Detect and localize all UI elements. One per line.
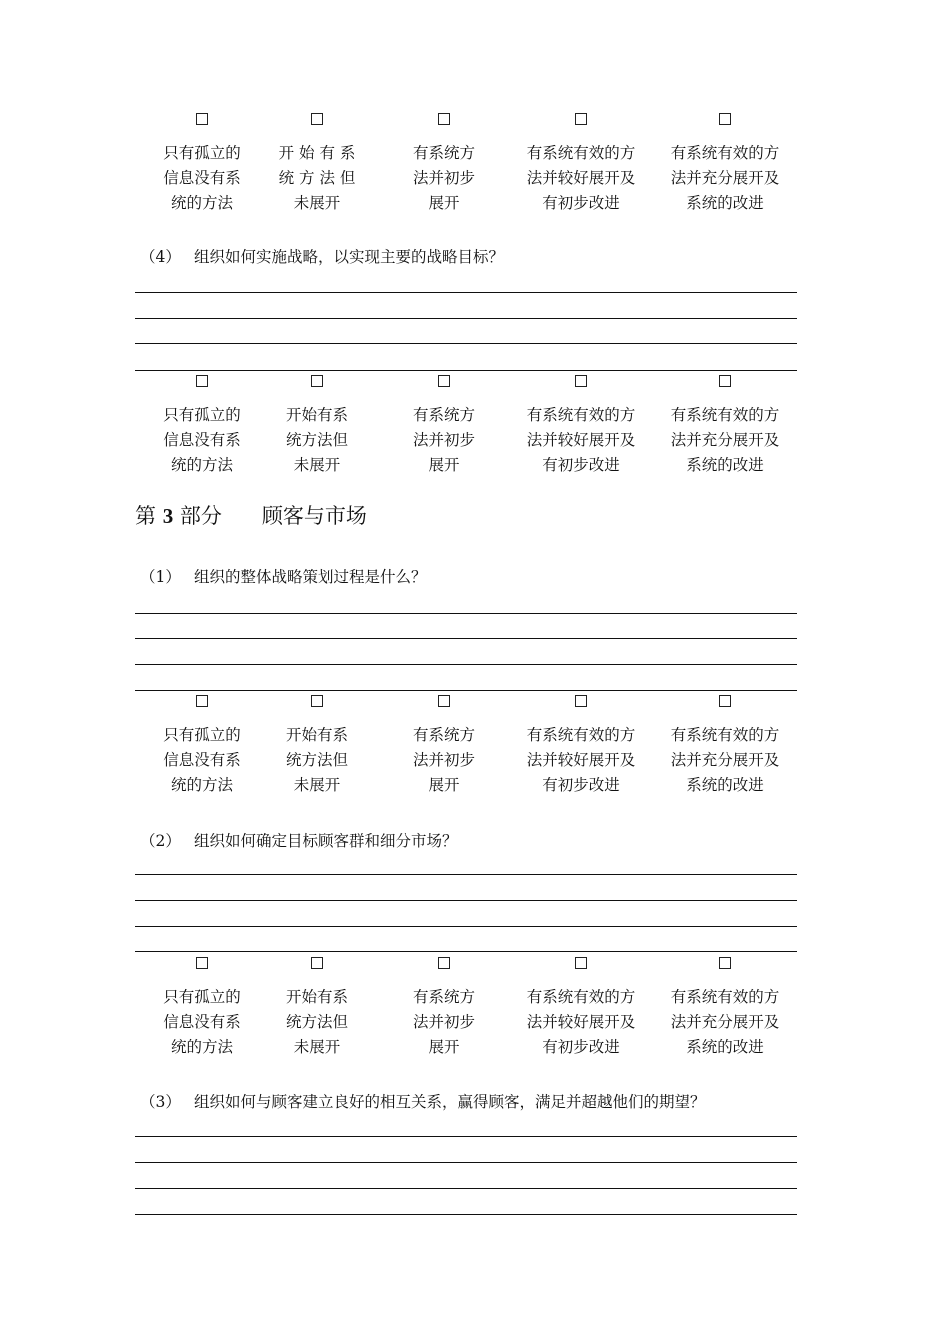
checkbox[interactable] <box>196 695 208 707</box>
checkbox[interactable] <box>438 957 450 969</box>
section-number: 3 <box>162 504 174 528</box>
question-4 <box>140 245 504 267</box>
rating-scale-4 <box>0 957 950 1057</box>
rating-scale-2 <box>0 375 950 475</box>
answer-line[interactable] <box>135 343 797 344</box>
rating-option[interactable] <box>512 375 650 478</box>
option-label: 有系统有效的方 法并充分展开及 系统的改进 <box>670 406 780 474</box>
rating-option[interactable] <box>656 113 794 216</box>
option-label: 有系统有效的方 法并充分展开及 系统的改进 <box>670 144 780 212</box>
rating-option[interactable] <box>268 113 366 216</box>
option-label: 只有孤立的 信息没有系 统的方法 <box>163 988 241 1056</box>
checkbox[interactable] <box>575 375 587 387</box>
checkbox[interactable] <box>311 957 323 969</box>
checkbox[interactable] <box>438 375 450 387</box>
answer-line[interactable] <box>135 926 797 927</box>
question-number: （4） <box>140 248 181 266</box>
option-label: 有系统有效的方 法并较好展开及 有初步改进 <box>526 988 636 1056</box>
rating-option[interactable] <box>395 695 493 798</box>
section-title: 顾客与市场 <box>261 504 367 528</box>
checkbox[interactable] <box>438 695 450 707</box>
section-prefix: 第 <box>135 504 156 528</box>
option-label: 有系统方 法并初步 展开 <box>412 144 475 212</box>
answer-line[interactable] <box>135 638 797 639</box>
rating-option[interactable] <box>512 113 650 216</box>
checkbox[interactable] <box>575 957 587 969</box>
option-label: 有系统有效的方 法并充分展开及 系统的改进 <box>670 988 780 1056</box>
rating-option[interactable] <box>268 695 366 798</box>
answer-line[interactable] <box>135 1188 797 1189</box>
question-1 <box>140 565 427 587</box>
answer-line[interactable] <box>135 900 797 901</box>
checkbox[interactable] <box>719 375 731 387</box>
checkbox[interactable] <box>311 695 323 707</box>
section-part: 部分 <box>179 504 222 528</box>
answer-line[interactable] <box>135 1136 797 1137</box>
question-3 <box>140 1090 706 1112</box>
question-number: （3） <box>140 1093 181 1111</box>
checkbox[interactable] <box>196 113 208 125</box>
rating-option[interactable] <box>143 957 261 1060</box>
answer-line[interactable] <box>135 690 797 691</box>
answer-line[interactable] <box>135 1162 797 1163</box>
checkbox[interactable] <box>438 113 450 125</box>
rating-option[interactable] <box>143 113 261 216</box>
checkbox[interactable] <box>311 375 323 387</box>
question-number: （2） <box>140 832 181 850</box>
option-label: 有系统有效的方 法并充分展开及 系统的改进 <box>670 726 780 794</box>
question-text: 组织如何实施战略，以实现主要的战略目标？ <box>194 248 505 266</box>
option-label: 有系统有效的方 法并较好展开及 有初步改进 <box>526 406 636 474</box>
question-2 <box>140 829 458 851</box>
answer-line[interactable] <box>135 874 797 875</box>
rating-scale-1 <box>0 113 950 213</box>
option-label: 开始有系 统方法但 未展开 <box>285 726 348 794</box>
checkbox[interactable] <box>575 695 587 707</box>
rating-option[interactable] <box>656 957 794 1060</box>
rating-option[interactable] <box>656 375 794 478</box>
rating-option[interactable] <box>512 957 650 1060</box>
rating-option[interactable] <box>395 957 493 1060</box>
rating-option[interactable] <box>395 113 493 216</box>
checkbox[interactable] <box>196 957 208 969</box>
checkbox[interactable] <box>575 113 587 125</box>
question-text: 组织的整体战略策划过程是什么？ <box>194 568 427 586</box>
option-label: 只有孤立的 信息没有系 统的方法 <box>163 726 241 794</box>
option-label: 有系统方 法并初步 展开 <box>412 988 475 1056</box>
option-label: 开始有系 统方法但 未展开 <box>285 406 348 474</box>
checkbox[interactable] <box>311 113 323 125</box>
rating-option[interactable] <box>512 695 650 798</box>
rating-option[interactable] <box>143 695 261 798</box>
rating-option[interactable] <box>656 695 794 798</box>
option-label: 有系统方 法并初步 展开 <box>412 406 475 474</box>
checkbox[interactable] <box>719 695 731 707</box>
answer-line[interactable] <box>135 318 797 319</box>
option-label: 有系统方 法并初步 展开 <box>412 726 475 794</box>
question-text: 组织如何确定目标顾客群和细分市场？ <box>194 832 458 850</box>
answer-line[interactable] <box>135 664 797 665</box>
option-label: 有系统有效的方 法并较好展开及 有初步改进 <box>526 726 636 794</box>
section-heading <box>135 500 367 530</box>
option-label: 只有孤立的 信息没有系 统的方法 <box>163 406 241 474</box>
option-label: 只有孤立的 信息没有系 统的方法 <box>163 144 241 212</box>
option-label: 有系统有效的方 法并较好展开及 有初步改进 <box>526 144 636 212</box>
checkbox[interactable] <box>196 375 208 387</box>
checkbox[interactable] <box>719 957 731 969</box>
answer-line[interactable] <box>135 951 797 952</box>
rating-option[interactable] <box>143 375 261 478</box>
rating-scale-3 <box>0 695 950 795</box>
question-text: 组织如何与顾客建立良好的相互关系，赢得顾客，满足并超越他们的期望？ <box>194 1093 706 1111</box>
answer-line[interactable] <box>135 292 797 293</box>
rating-option[interactable] <box>395 375 493 478</box>
rating-option[interactable] <box>268 957 366 1060</box>
answer-line[interactable] <box>135 613 797 614</box>
rating-option[interactable] <box>268 375 366 478</box>
question-number: （1） <box>140 568 181 586</box>
checkbox[interactable] <box>719 113 731 125</box>
option-label: 开始有系 统方法但 未展开 <box>285 988 348 1056</box>
option-label: 开 始 有 系 统 方 法 但 未展开 <box>278 144 356 212</box>
answer-line[interactable] <box>135 370 797 371</box>
answer-line[interactable] <box>135 1214 797 1215</box>
